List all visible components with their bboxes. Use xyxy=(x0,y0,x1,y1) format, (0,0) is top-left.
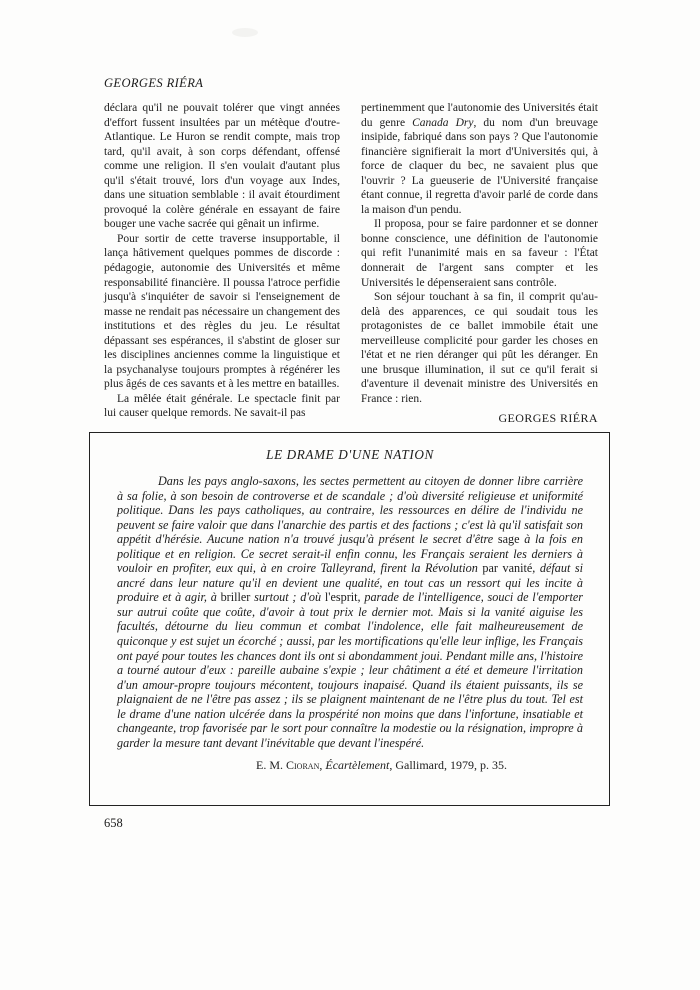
paragraph: pertinemment que l'autonomie des Universités était du genre Canada Dry, du nom d'un breuvage insipide, fabriqué dans son pays ? Que l'autonomie financière signifierait la mort d'Universités qui, à force de claquer du bec, ne savaient plus que l'ouvrir ? La gueuserie de l'Université française étant connue, il regretta d'avoir parlé de corde dans la maison d'un pendu. xyxy=(361,102,598,216)
paragraph: Il proposa, pour se faire pardonner et se donner bonne conscience, une définition de l'autonomie qui refit l'unanimité mais en sa faveur : l'État donnerait de l'argent sans compter et les Universités le dépenseraient sans contrôle. xyxy=(361,218,598,289)
scan-smudge xyxy=(232,28,258,37)
page-number: 658 xyxy=(104,816,123,830)
quote-title: LE DRAME D'UNE NATION xyxy=(266,447,434,462)
column-left xyxy=(104,101,340,426)
paragraph: déclara qu'il ne pouvait tolérer que vingt années d'effort fussent insultées par un métèque d'outre-Atlantique. Le Huron se rendit compte, mais trop tard, qu'il avait, à son corps défendant, offensé comme une religion. Il s'en voulait d'autant plus qu'il s'était trouvé, lors d'un voyage aux Indes, dans une situation semblable : il avait étourdiment provoqué la colère générale en essayant de faire bouger une vache sacrée qui gênait un infirme. xyxy=(104,102,340,231)
paragraph: Son séjour touchant à sa fin, il comprit qu'au-delà des apparences, ce qui soudait tous les protagonistes de ce ballet immobile était une merveilleuse complicité pour garder les choses en l'état et ne rien déranger qui pût les déranger. En une brusque illumination, il sut ce qu'il ferait si d'aventure il devenait ministre des Universités en France : rien. xyxy=(361,291,598,405)
paragraph: Pour sortir de cette traverse insupportable, il lança hâtivement quelques pommes de discorde : pédagogie, autonomie des Universités et même responsabilité financière. Il poussa l'atroce perfidie jusqu'à s'inquiéter de savoir si l'enseignement de masse ne rendait pas nécessaire un changement des institutions et des règles du jeu. Le résultat dépassant ses espérances, il s'abstint de gloser sur les disciplines anciennes comme la linguistique et la psychanalyse toujours promptes à régénérer les plus âgés de ces savants et à les mettre en batailles. xyxy=(104,232,340,391)
text-columns xyxy=(104,101,598,426)
paragraph: La mêlée était générale. Le spectacle finit par lui causer quelque remords. Ne savait-il pas xyxy=(104,392,340,420)
quote-body: Dans les pays anglo-saxons, les sectes permettent au citoyen de donner libre carrière à sa folie, à son besoin de controverse et de scandale ; d'où diversité religieuse et uniformité politique. Dans les pays catholiques, au contraire, les ressources en délire de l'individu ne peuvent se faire valoir que dans l'anarchie des partis et des factions ; c'est là qu'il satisfait son appétit d'hérésie. Aucune nation n'a trouvé jusqu'à présent le secret d'être sage à la fois en politique et en religion. Ce secret serait-il enfin connu, les Français seraient les derniers à vouloir en profiter, eux qui, à en croire Talleyrand, firent la Révolution par vanité, défaut si ancré dans leur nature qu'il en devient une qualité, en tout cas un ressort qui les incite à produire et à agir, à briller surtout ; d'où l'esprit, parade de l'intelligence, souci de l'emporter sur autrui coûte que coûte, d'avoir à tout prix le dernier mot. Mais si la vanité aiguise les facultés, détourne du lieu commun et combat l'indolence, elle fait malheureusement de quiconque y est sujet un écorché ; aussi, par les mortifications qu'elle leur inflige, les Français ont payé pour toutes les chances dont ils ont si abondamment joui. Pendant mille ans, l'histoire a tourné autour d'eux : pareille aubaine s'expie ; leur châtiment a été et demeure l'irritation d'un amour-propre toujours mécontent, toujours inapaisé. Quand ils étaient puissants, ils se plaignaient de ne l'être pas assez ; ils se plaignent maintenant de ne l'être plus du tout. Tel est le drame d'une nation ulcérée dans la prospérité non moins que dans l'infortune, insatiable et changeante, trop favorisée par le sort pour connaître la modestie ou la résignation, impropre à garder la mesure tant devant l'inévitable que devant l'inespéré. xyxy=(117,474,584,750)
column-right xyxy=(361,101,598,426)
quote-box xyxy=(89,432,610,806)
quote-citation: E. M. Cioran, Écartèlement, Gallimard, 1979, p. 35. xyxy=(256,758,507,773)
author-signature: GEORGES RIÉRA xyxy=(498,411,598,426)
running-head: GEORGES RIÉRA xyxy=(104,76,204,90)
